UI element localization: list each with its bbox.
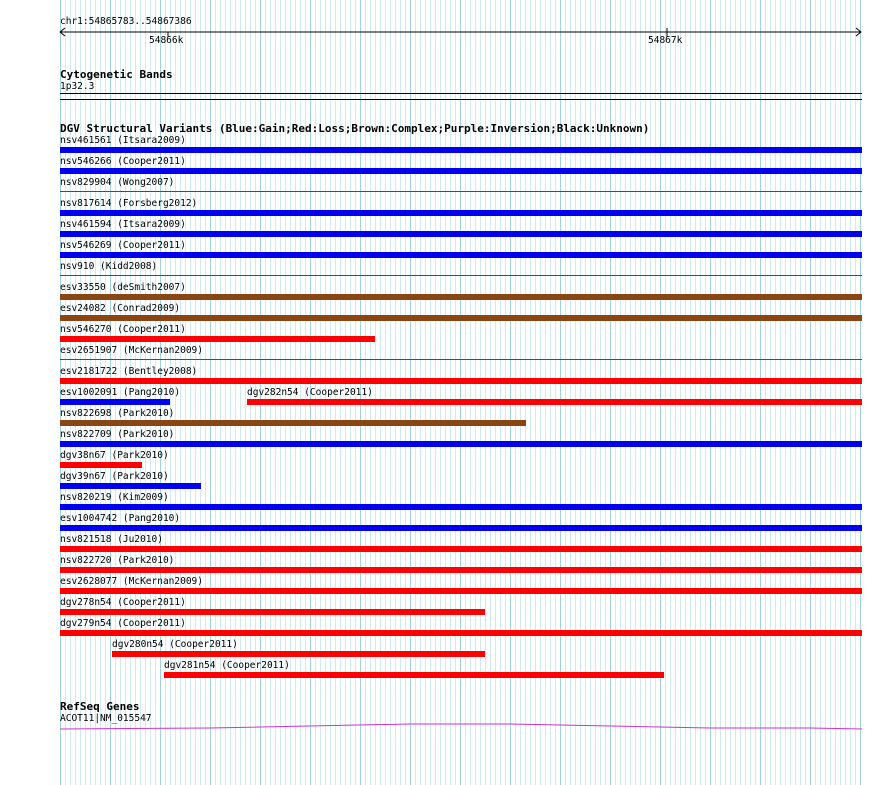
dgv-feature-bar[interactable] [112, 651, 485, 657]
dgv-feature-label[interactable]: nsv829904 (Wong2007) [60, 177, 175, 188]
dgv-feature-bar[interactable] [247, 399, 862, 405]
dgv-feature-label[interactable]: dgv279n54 (Cooper2011) [60, 618, 186, 629]
ruler-tick-label-2: 54867k [648, 35, 683, 46]
dgv-feature-label[interactable]: nsv546270 (Cooper2011) [60, 324, 186, 335]
dgv-feature-label[interactable]: esv24082 (Conrad2009) [60, 303, 181, 314]
dgv-feature-bar[interactable] [60, 630, 862, 636]
dgv-feature-bar[interactable] [60, 231, 862, 237]
dgv-feature-label[interactable]: dgv38n67 (Park2010) [60, 450, 169, 461]
dgv-feature-label[interactable]: nsv822709 (Park2010) [60, 429, 175, 440]
dgv-feature-bar[interactable] [60, 275, 862, 276]
dgv-feature-bar[interactable] [60, 315, 862, 321]
dgv-feature-label[interactable]: esv1002091 (Pang2010) [60, 387, 181, 398]
dgv-feature-label[interactable]: esv2181722 (Bentley2008) [60, 366, 198, 377]
dgv-feature-bar[interactable] [60, 378, 862, 384]
cytoband-band-top[interactable] [60, 93, 862, 94]
position-label: chr1:54865783..54867386 [60, 16, 192, 27]
dgv-feature-label[interactable]: esv2628077 (McKernan2009) [60, 576, 203, 587]
refseq-gene-line[interactable] [60, 720, 862, 734]
dgv-feature-bar[interactable] [60, 336, 375, 342]
dgv-feature-bar[interactable] [60, 567, 862, 573]
dgv-feature-bar[interactable] [60, 294, 862, 300]
dgv-feature-bar[interactable] [60, 168, 862, 174]
dgv-feature-bar[interactable] [60, 359, 862, 360]
dgv-feature-bar[interactable] [60, 483, 201, 489]
ruler-tick-label-1: 54866k [149, 35, 184, 46]
dgv-feature-label[interactable]: nsv822720 (Park2010) [60, 555, 175, 566]
dgv-feature-label[interactable]: esv33550 (deSmith2007) [60, 282, 186, 293]
dgv-track-title[interactable]: DGV Structural Variants (Blue:Gain;Red:Loss;Brown:Complex;Purple:Inversion;Black:Unknown) [60, 122, 650, 135]
dgv-feature-bar[interactable] [60, 147, 862, 153]
dgv-feature-bar[interactable] [60, 504, 862, 510]
dgv-feature-bar[interactable] [60, 462, 142, 468]
gene-intron-line [60, 724, 862, 729]
dgv-feature-bar[interactable] [60, 191, 862, 192]
dgv-feature-label[interactable]: dgv39n67 (Park2010) [60, 471, 169, 482]
dgv-feature-bar[interactable] [60, 525, 862, 531]
dgv-feature-label[interactable]: nsv817614 (Forsberg2012) [60, 198, 198, 209]
dgv-feature-label[interactable]: nsv910 (Kidd2008) [60, 261, 158, 272]
dgv-feature-label[interactable]: nsv820219 (Kim2009) [60, 492, 169, 503]
dgv-feature-bar[interactable] [60, 420, 526, 426]
dgv-feature-bar[interactable] [60, 210, 862, 216]
dgv-feature-label[interactable]: esv2651907 (McKernan2009) [60, 345, 203, 356]
dgv-feature-label[interactable]: dgv280n54 (Cooper2011) [112, 639, 238, 650]
dgv-feature-bar[interactable] [60, 252, 862, 258]
dgv-feature-label[interactable]: dgv282n54 (Cooper2011) [247, 387, 373, 398]
cytoband-track-title[interactable]: Cytogenetic Bands [60, 68, 173, 81]
dgv-feature-label[interactable]: nsv546266 (Cooper2011) [60, 156, 186, 167]
dgv-feature-label[interactable]: dgv278n54 (Cooper2011) [60, 597, 186, 608]
dgv-feature-bar[interactable] [60, 441, 862, 447]
cytoband-label[interactable]: 1p32.3 [60, 81, 95, 92]
refseq-gene-label[interactable]: ACOT11|NM_015547 [60, 713, 152, 724]
dgv-feature-bar[interactable] [164, 672, 664, 678]
dgv-feature-bar[interactable] [60, 609, 485, 615]
dgv-feature-label[interactable]: dgv281n54 (Cooper2011) [164, 660, 290, 671]
dgv-feature-bar[interactable] [60, 546, 862, 552]
dgv-feature-label[interactable]: nsv461561 (Itsara2009) [60, 135, 186, 146]
dgv-feature-bar[interactable] [60, 399, 170, 405]
dgv-feature-label[interactable]: nsv821518 (Ju2010) [60, 534, 163, 545]
dgv-feature-label[interactable]: nsv546269 (Cooper2011) [60, 240, 186, 251]
dgv-feature-label[interactable]: nsv822698 (Park2010) [60, 408, 175, 419]
dgv-feature-label[interactable]: esv1004742 (Pang2010) [60, 513, 181, 524]
dgv-feature-label[interactable]: nsv461594 (Itsara2009) [60, 219, 186, 230]
cytoband-band-bottom [60, 99, 862, 100]
refseq-track-title[interactable]: RefSeq Genes [60, 700, 140, 713]
dgv-feature-bar[interactable] [60, 588, 862, 594]
